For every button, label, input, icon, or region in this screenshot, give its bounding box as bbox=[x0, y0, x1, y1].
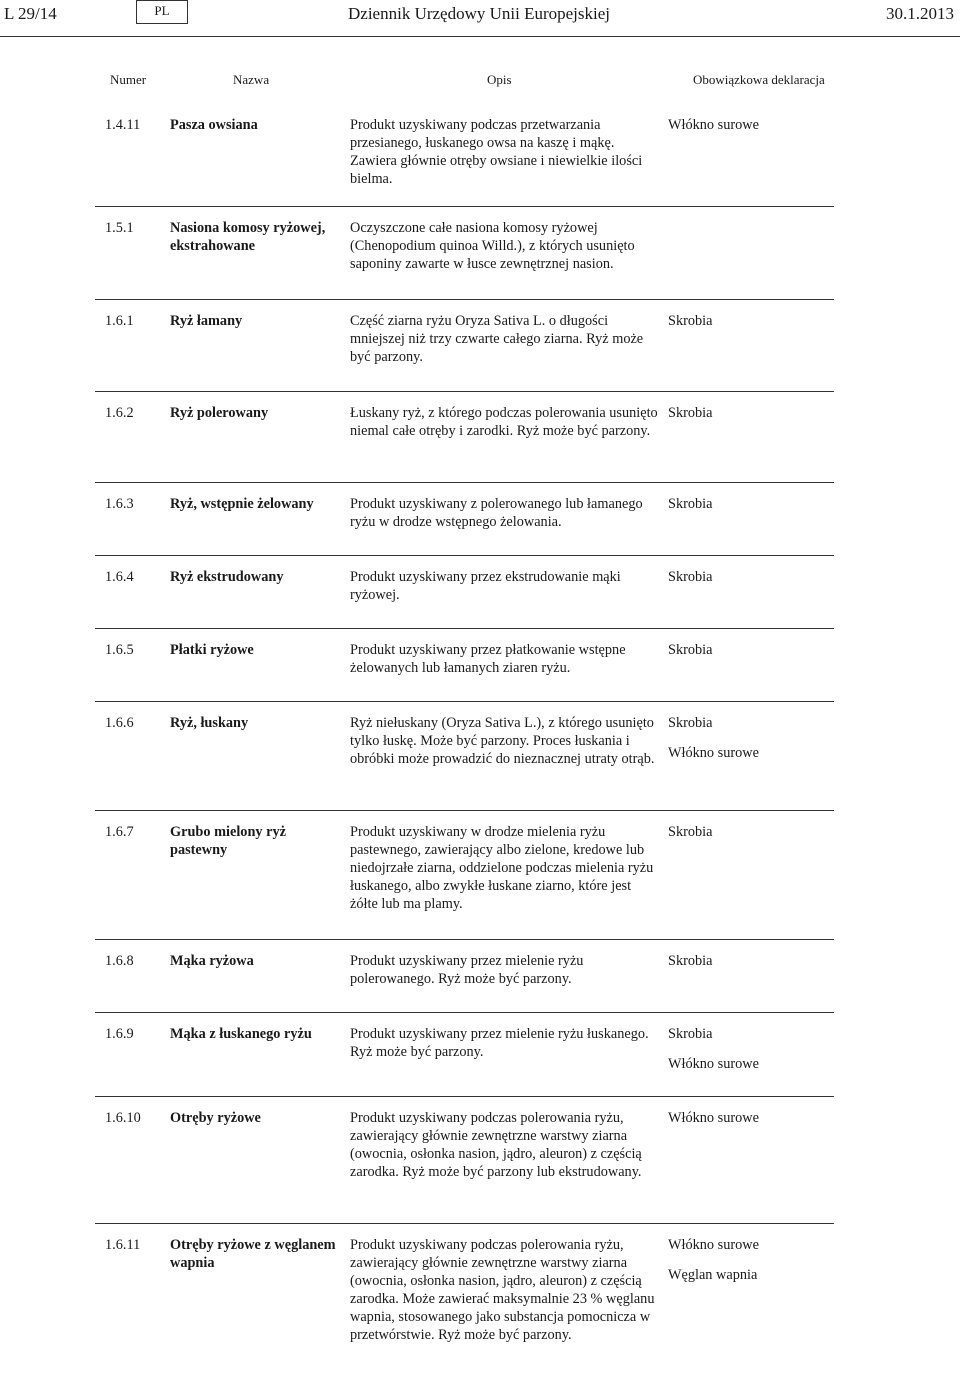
table-row bbox=[95, 104, 834, 206]
table-row bbox=[95, 701, 834, 811]
table-row bbox=[95, 555, 834, 629]
row-declaration bbox=[668, 641, 833, 671]
publication-date: 30.1.2013 bbox=[886, 4, 954, 23]
row-description: Produkt uzyskiwany podczas przetwarzania przesianego, łuskanego owsa na kaszę i mąkę. Zawiera głównie otręby owsiane i niewielkie ilości bielma. bbox=[350, 117, 643, 187]
row-description: Ryż niełuskany (Oryza Sativa L.), z którego usunięto tylko łuskę. Może być parzony. Proces łuskania i obróbki może prowadzić do nieznacznej utraty otrąb. bbox=[350, 715, 655, 767]
declaration-item: Włókno surowe bbox=[668, 117, 759, 133]
row-name: Mąka z łuskanego ryżu bbox=[170, 1026, 312, 1042]
table-row bbox=[95, 939, 834, 1013]
declaration-item: Włókno surowe bbox=[668, 1237, 759, 1253]
row-declaration bbox=[668, 116, 833, 146]
row-name: Płatki ryżowe bbox=[170, 642, 254, 658]
row-description: Produkt uzyskiwany z polerowanego lub łamanego ryżu w drodze wstępnego żelowania. bbox=[350, 496, 643, 530]
row-number: 1.6.2 bbox=[105, 405, 134, 421]
row-description: Oczyszczone całe nasiona komosy ryżowej (Chenopodium quinoa Willd.), z których usunięto saponiny zawarte w łusce zewnętrznej nasion. bbox=[350, 220, 635, 272]
row-number: 1.4.11 bbox=[105, 117, 141, 133]
page-number: L 29/14 bbox=[4, 4, 57, 23]
declaration-item: Skrobia bbox=[668, 313, 713, 329]
declaration-item: Węglan wapnia bbox=[668, 1267, 758, 1283]
table-row bbox=[95, 628, 834, 702]
column-header-name: Nazwa bbox=[233, 72, 270, 87]
table-row bbox=[95, 1096, 834, 1224]
row-name: Ryż, wstępnie żelowany bbox=[170, 496, 314, 512]
row-number: 1.6.4 bbox=[105, 569, 134, 585]
row-description: Produkt uzyskiwany przez ekstrudowanie mąki ryżowej. bbox=[350, 569, 621, 603]
declaration-item: Skrobia bbox=[668, 1026, 713, 1042]
declaration-item: Skrobia bbox=[668, 496, 713, 512]
journal-title: Dziennik Urzędowy Unii Europejskiej bbox=[348, 4, 611, 23]
row-declaration bbox=[668, 312, 833, 342]
table-row bbox=[95, 810, 834, 940]
row-declaration bbox=[668, 952, 833, 982]
row-declaration bbox=[668, 404, 833, 434]
row-number: 1.6.11 bbox=[105, 1237, 141, 1253]
row-number: 1.6.10 bbox=[105, 1110, 141, 1126]
declaration-item: Włókno surowe bbox=[668, 1056, 759, 1072]
declaration-item: Skrobia bbox=[668, 405, 713, 421]
row-number: 1.5.1 bbox=[105, 220, 134, 236]
row-name: Ryż, łuskany bbox=[170, 715, 249, 731]
row-name: Pasza owsiana bbox=[170, 117, 258, 133]
row-declaration bbox=[668, 568, 833, 598]
row-number: 1.6.7 bbox=[105, 824, 134, 840]
row-description: Produkt uzyskiwany przez mielenie ryżu polerowanego. Ryż może być parzony. bbox=[350, 953, 584, 987]
row-description: Produkt uzyskiwany przez płatkowanie wstępne żelowanych lub łamanych ziaren ryżu. bbox=[350, 642, 626, 676]
row-declaration bbox=[668, 714, 833, 774]
declaration-item: Skrobia bbox=[668, 642, 713, 658]
column-header-declaration: Obowiązkowa deklaracja bbox=[693, 72, 825, 87]
row-name: Grubo mielony ryż pastewny bbox=[170, 824, 286, 858]
row-declaration bbox=[668, 823, 833, 853]
table-row bbox=[95, 1223, 834, 1387]
row-declaration bbox=[668, 1236, 833, 1296]
row-number: 1.6.5 bbox=[105, 642, 134, 658]
table-row bbox=[95, 206, 834, 300]
declaration-item: Skrobia bbox=[668, 953, 713, 969]
row-name: Otręby ryżowe z węglanem wapnia bbox=[170, 1237, 336, 1271]
row-number: 1.6.6 bbox=[105, 715, 134, 731]
page-header bbox=[0, 0, 960, 38]
declaration-item: Skrobia bbox=[668, 569, 713, 585]
row-number: 1.6.1 bbox=[105, 313, 134, 329]
table-row bbox=[95, 299, 834, 392]
row-name: Ryż łamany bbox=[170, 313, 243, 329]
table-row bbox=[95, 1012, 834, 1097]
row-description: Produkt uzyskiwany podczas polerowania ryżu, zawierający głównie zewnętrzne warstwy ziarna (owocnia, osłonka nasion, jądro, aleuron) z częścią zarodka. Może zawierać maksymalnie 23 % węglanu wapnia, stosowanego jako substancja pomocnicza w przetwórstwie. Ryż może być parzony. bbox=[350, 1237, 655, 1343]
row-description: Łuskany ryż, z którego podczas polerowania usunięto niemal całe otręby i zarodki. Ryż może być parzony. bbox=[350, 405, 658, 439]
row-number: 1.6.8 bbox=[105, 953, 134, 969]
declaration-item: Włókno surowe bbox=[668, 745, 759, 761]
declaration-item: Skrobia bbox=[668, 715, 713, 731]
row-name: Otręby ryżowe bbox=[170, 1110, 261, 1126]
row-name: Ryż polerowany bbox=[170, 405, 269, 421]
row-description: Produkt uzyskiwany w drodze mielenia ryżu pastewnego, zawierający albo zielone, kredowe lub niedojrzałe ziarna, oddzielone podczas mielenia ryżu łuskanego, albo zwykłe łuskane ziarno, które jest żółte lub ma plamy. bbox=[350, 824, 654, 912]
column-header-description: Opis bbox=[487, 72, 512, 87]
row-description: Produkt uzyskiwany podczas polerowania ryżu, zawierający głównie zewnętrzne warstwy ziarna (owocnia, osłonka nasion, jądro, aleuron) z częścią zarodka. Ryż może być parzony lub ekstrudowany. bbox=[350, 1110, 642, 1180]
declaration-item: Skrobia bbox=[668, 824, 713, 840]
table-row bbox=[95, 482, 834, 556]
row-name: Nasiona komosy ryżowej, ekstrahowane bbox=[170, 220, 326, 254]
row-number: 1.6.9 bbox=[105, 1026, 134, 1042]
row-description: Część ziarna ryżu Oryza Sativa L. o długości mniejszej niż trzy czwarte całego ziarna. Ryż może być parzony. bbox=[350, 313, 644, 365]
row-declaration bbox=[668, 1109, 833, 1139]
language-badge: PL bbox=[136, 0, 188, 24]
row-declaration bbox=[668, 1025, 833, 1085]
declaration-item: Włókno surowe bbox=[668, 1110, 759, 1126]
table-row bbox=[95, 391, 834, 483]
row-name: Ryż ekstrudowany bbox=[170, 569, 284, 585]
header-divider bbox=[0, 36, 960, 37]
row-declaration bbox=[668, 495, 833, 525]
row-name: Mąka ryżowa bbox=[170, 953, 254, 969]
row-number: 1.6.3 bbox=[105, 496, 134, 512]
row-description: Produkt uzyskiwany przez mielenie ryżu łuskanego. Ryż może być parzony. bbox=[350, 1026, 649, 1060]
column-header-number: Numer bbox=[110, 72, 147, 87]
